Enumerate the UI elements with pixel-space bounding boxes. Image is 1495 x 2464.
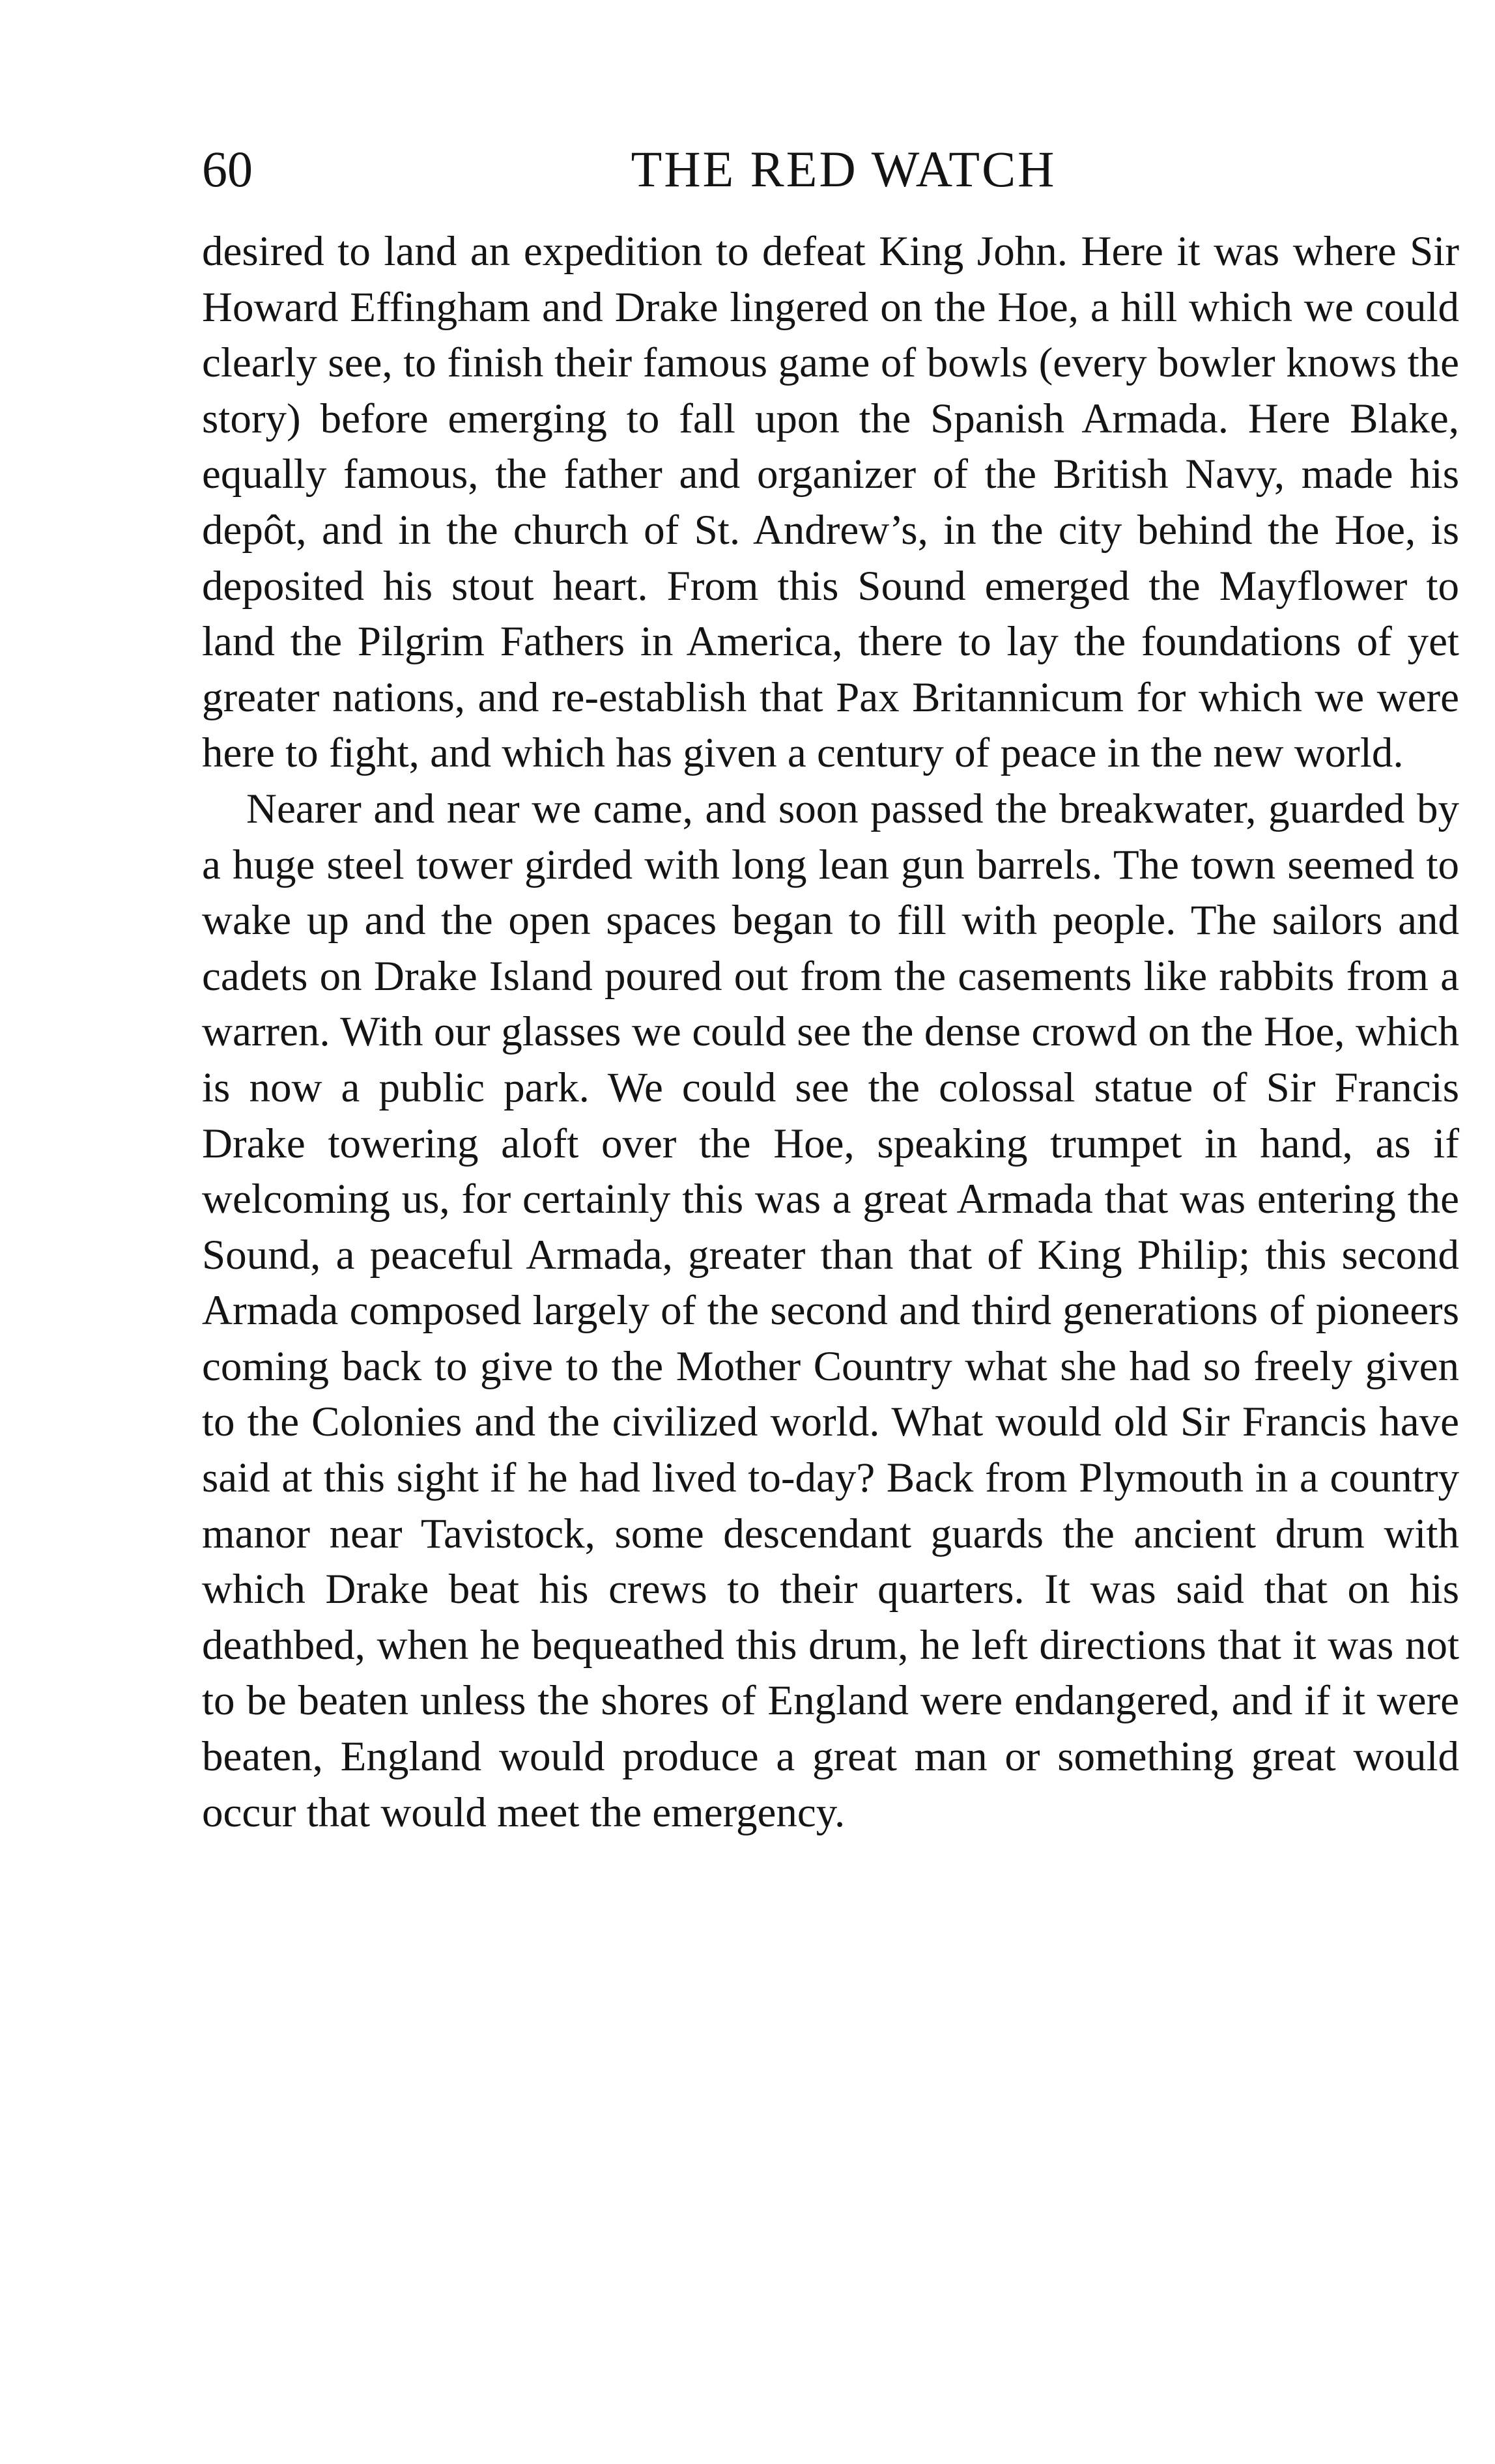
paragraph-continued: desired to land an expedition to defeat King John. Here it was where Sir Howard Effingham and Drake lingered on the Hoe, a hill which we could clearly see, to finish their famous game of bowls (every bowler knows the story) before emerging to fall upon the Spanish Armada. Here Blake, equally famous, the father and organizer of the British Navy, made his depôt, and in the church of St. Andrew’s, in the city behind the Hoe, is deposited his stout heart. From this Sound emerged the Mayflower to land the Pilgrim Fathers in America, there to lay the foundations of yet greater nations, and re-establish that Pax Britannicum for which we were here to fight, and which has given a century of peace in the new world. xyxy=(202,228,1459,777)
running-title: THE RED WATCH xyxy=(631,141,1057,197)
paragraph: Nearer and near we came, and soon passed the breakwater, guarded by a huge steel tower girded with long lean gun barrels. The town seemed to wake up and the open spaces began to fill with people. The sailors and cadets on Drake Island poured out from the casements like rabbits from a warren. With our glasses we could see the dense crowd on the Hoe, which is now a public park. We could see the colossal statue of Sir Francis Drake towering aloft over the Hoe, speaking trumpet in hand, as if welcoming us, for certainly this was a great Armada that was entering the Sound, a peaceful Armada, greater than that of King Philip; this second Armada composed largely of the second and third generations of pioneers coming back to give to the Mother Country what she had so freely given to the Colonies and the civilized world. What would old Sir Francis have said at this sight if he had lived to-day? Back from Plymouth in a country manor near Tavistock, some descendant guards the ancient drum with which Drake beat his crews to their quarters. It was said that on his deathbed, when he bequeathed this drum, he left directions that it was not to be beaten unless the shores of England were endangered, and if it were beaten, England would produce a great man or something great would occur that would meet the emergency. xyxy=(202,785,1459,1836)
page-number: 60 xyxy=(202,141,253,197)
body-text xyxy=(202,224,1459,1841)
book-page xyxy=(202,130,1459,1841)
running-head xyxy=(202,130,1459,208)
